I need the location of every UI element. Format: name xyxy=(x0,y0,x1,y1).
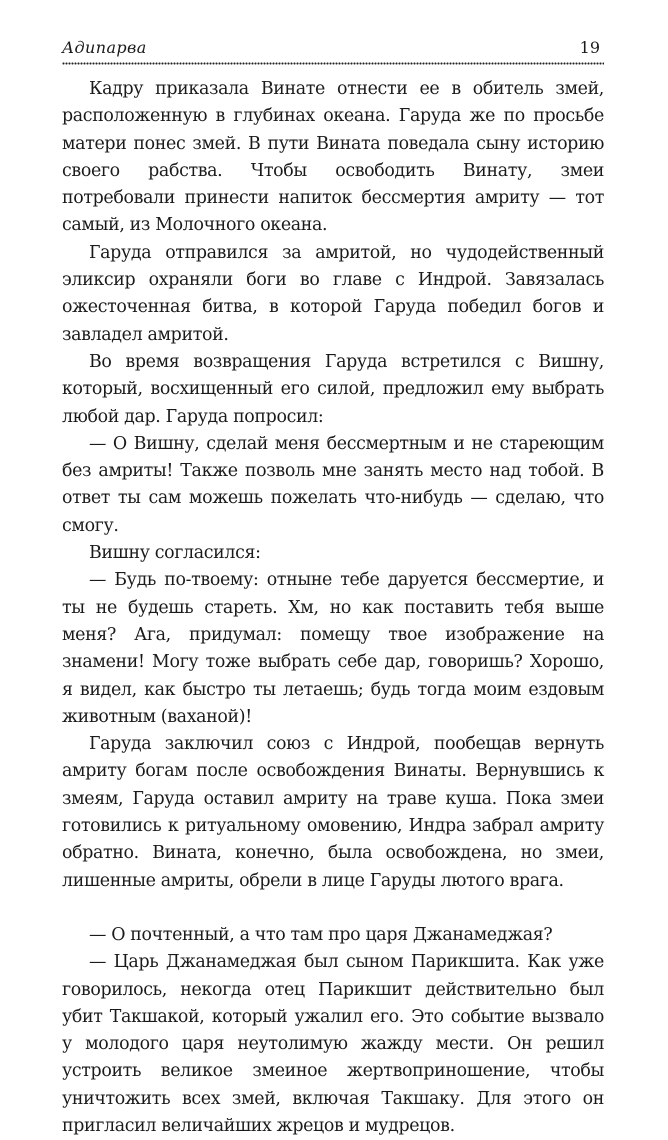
paragraph: Вишну согласился: xyxy=(89,543,261,564)
dialogue-paragraph: — Царь Джанамеджая был сыном Парикшита. Как уже говорилось, некогда отец Парикшит действительно был убит Такшакой, который ужалил его. Это событие вызвало у молодого царя неутолимую жажду мести. Он решил устроить великое змеиное жертвоприношение, чтобы уничтожить всех змей, включая Такшаку. Для этого он пригласил величайших жрецов и мудрецов. xyxy=(62,952,604,1136)
paragraph: Во время возвращения Гаруда встретился с Вишну, который, восхищенный его силой, предложил ему выбрать любой дар. Гаруда попросил: xyxy=(62,351,604,427)
dialogue-paragraph: — О почтенный, а что там про царя Джанамеджая? xyxy=(89,924,553,945)
running-title: Адипарва xyxy=(62,38,147,57)
running-header xyxy=(62,30,602,60)
header-dotted-rule xyxy=(62,61,604,66)
text-body xyxy=(62,76,604,1140)
dialogue-paragraph: — Будь по-твоему: отныне тебе даруется бессмертие, и ты не будешь стареть. Хм, но как поставить тебя выше меня? Ага, придумал: помещу твое изображение на знамени! Могу тоже выбрать себе дар, говоришь? Хорошо, я видел, как быстро ты летаешь; будь тогда моим ездовым животным (ваханой)! xyxy=(62,570,604,727)
dialogue-paragraph: — О Вишну, сделай меня бессмертным и не стареющим без амриты! Также позволь мне занять место над тобой. В ответ ты сам можешь пожелать что-нибудь — сделаю, что смогу. xyxy=(62,433,604,536)
paragraph: Гаруда заключил союз с Индрой, пообещав вернуть амриту богам после освобождения Винаты. Вернувшись к змеям, Гаруда оставил амриту на траве куша. Пока змеи готовились к ритуальному омовению, Индра забрал амриту обратно. Вината, конечно, была освобождена, но змеи, лишенные амриты, обрели в лице Гаруды лютого врага. xyxy=(62,734,604,891)
paragraph: Кадру приказала Винате отнести ее в обитель змей, расположенную в глубинах океана. Гаруда же по просьбе матери понес змей. В пути Вината поведала сыну историю своего рабства. Чтобы освободить Винату, змеи потребовали принести напиток бессмертия амриту — тот самый, из Молочного океана. xyxy=(62,79,604,236)
paragraph: Гаруда отправился за амритой, но чудодейственный эликсир охраняли боги во главе с Индрой. Завязалась ожесточенная битва, в которой Гаруда победил богов и завладел амритой. xyxy=(62,242,604,345)
page-number: 19 xyxy=(579,38,600,57)
